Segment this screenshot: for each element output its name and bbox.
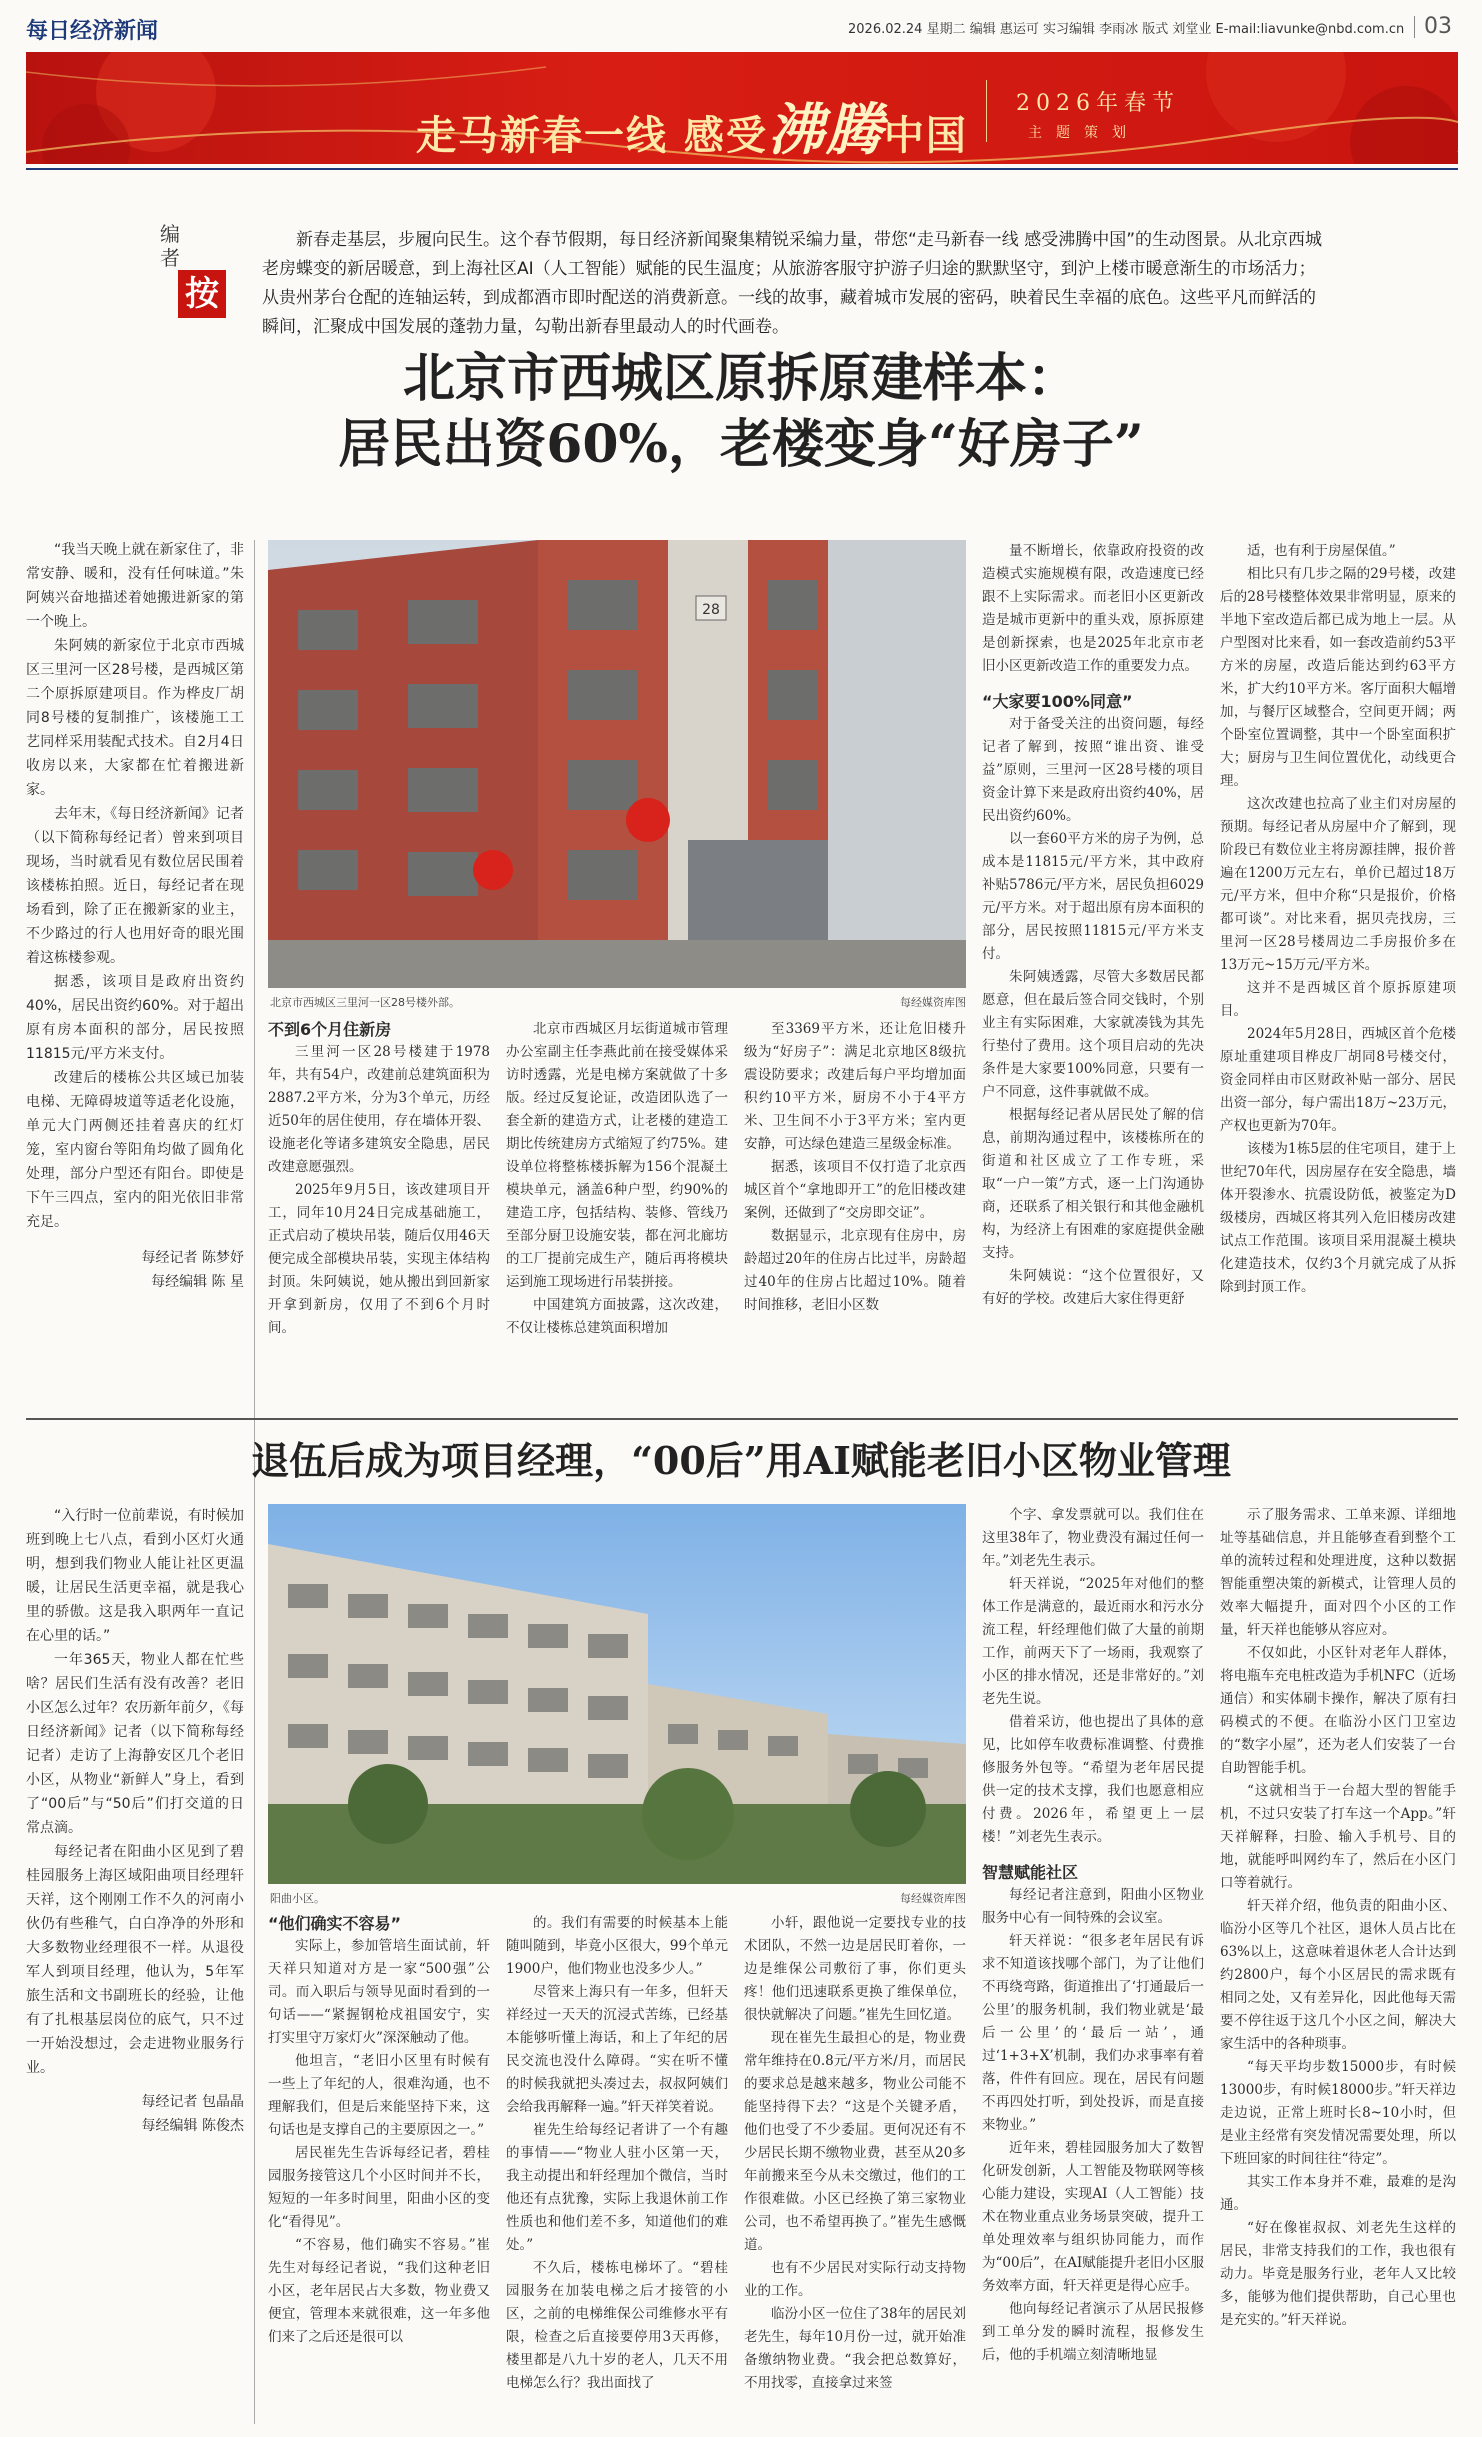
paragraph: 不仅如此，小区针对老年人群体，将电瓶车充电桩改造为手机NFC（近场通信）和实体刷卡操作，解决了原有扫码模式的不便。在临汾小区门卫室边的“数字小屋”，还为老人们安装了一台自助智能手机。: [1220, 1645, 1456, 1776]
article1-column-2: [268, 1018, 490, 1340]
paragraph: 适，也有利于房屋保值。”: [1247, 543, 1396, 559]
article1-subhead-2: “大家要100%同意”: [982, 692, 1133, 711]
paragraph: 北京市西城区月坛街道城市管理办公室副主任李燕此前在接受媒体采访时透露，光是电梯方案就做了十多版。经过反复论证，改造团队选了一套全新的建造方式，让老楼的建造工期比传统建房方式缩短了约75%。建设单位将整栋楼拆解为156个混凝土模块单元，涵盖6种户型，约90%的建造工序，包括结构、装修、管线乃至部分厨卫设施安装，都在河北廊坊的工厂提前完成生产，随后再将模块运到施工现场进行吊装拼接。: [506, 1021, 728, 1290]
paragraph: 轩天祥说：“很多老年居民有诉求不知道该找哪个部门，为了让他们不再绕弯路，街道推出了‘打通最后一公里’的服务机制，我们物业就是‘最后一公里’的‘最后一站’，通过‘1+3+X’机制，我们办求事率有着落，件件有回应。现在，居民有问题不再四处打听，到处投诉，而是直接来物业。”: [982, 1933, 1204, 2133]
article2-column-5: [982, 1504, 1204, 2367]
banner-subtitle: 2026年春节: [1016, 91, 1180, 116]
banner-subtitle2: 主题策划: [1028, 125, 1140, 141]
banner-title-left: 走马新春一线 感受: [416, 113, 768, 159]
article2-column-2: [268, 1912, 490, 2349]
article1-photo-credit: 每经媒资库图: [900, 996, 966, 1009]
paragraph: 的。我们有需要的时候基本上能随叫随到，毕竟小区很大，99个单元1900户，他们物业也没多少人。”: [506, 1915, 728, 1977]
article1-lead-column: [26, 538, 244, 1294]
article1-photo-caption: 北京市西城区三里河一区28号楼外部。: [270, 996, 460, 1009]
article1-column-5: [982, 540, 1204, 1311]
paragraph: 朱阿姨的新家位于北京市西城区三里河一区28号楼，是西城区第二个原拆原建项目。作为桦皮厂胡同8号楼的复制推广，该楼施工工艺同样采用装配式技术。自2月4日收房以来，大家都在忙着搬进新家。: [26, 638, 244, 798]
paragraph: 朱阿姨说：“这个位置很好，又有好的学校。改建后大家住得更舒: [982, 1268, 1204, 1307]
paragraph: 改建后的楼栋公共区域已加装电梯、无障碍坡道等适老化设施，单元大门两侧还挂着喜庆的红灯笼，室内窗台等阳角均做了圆角化处理，部分户型还有阳台。即使是下午三四点，室内的阳光依旧非常充足。: [26, 1070, 244, 1230]
paragraph: 崔先生给每经记者讲了一个有趣的事情——“物业人驻小区第一天，我主动提出和轩经理加个微信，当时他还有点犹豫，实际上我退休前工作性质也和他们差不多，知道他们的难处。”: [506, 2122, 728, 2253]
article2-photo-credit: 每经媒资库图: [900, 1892, 966, 1905]
byline-editor: 每经编辑 陈 星: [151, 1274, 244, 1290]
paragraph: 每经记者在阳曲小区见到了碧桂园服务上海区域阳曲项目经理轩天祥，这个刚刚工作不久的河南小伙仍有些稚气，白白净净的外形和大多数物业经理很不一样。从退役军人到项目经理，他认为，5年军旅生活和文书副班长的经验，让他有了扎根基层岗位的底气，只不过一开始没想过，会走进物业服务行业。: [26, 1844, 244, 2076]
theme-banner: [26, 52, 1458, 164]
article2-column-3: [506, 1912, 728, 2395]
paragraph: 轩天祥说，“2025年对他们的整体工作是满意的，最近雨水和污水分流工程，轩经理他们做了大量的前期工作，前两天下了一场雨，我观察了小区的排水情况，还是非常好的。”刘老先生说。: [982, 1576, 1204, 1707]
column-divider: [254, 1504, 255, 2424]
paragraph: 轩天祥介绍，他负责的阳曲小区、临汾小区等几个社区，退休人员占比在63%以上，这意味着退休老人合计达到约2800户，每个小区居民的需求既有相同之处，又有差异化，因此他每天需要不停往返于这几个小区之间，解决大家生活中的各种琐事。: [1220, 1898, 1456, 2052]
article2-column-4: [744, 1912, 966, 2395]
paragraph: 这次改建也拉高了业主们对房屋的预期。每经记者从房屋中介了解到，现阶段已有数位业主将房源挂牌，报价普遍在1200万元左右，单价已超过18万元/平方米，但中介称“只是报价，价格都可谈”。对比来看，据贝壳找房，三里河一区28号楼周边二手房报价多在13万元~15万元/平方米。: [1220, 796, 1456, 973]
article2-subhead-2: 智慧赋能社区: [982, 1863, 1079, 1882]
column-divider: [254, 540, 255, 1570]
residential-complex-illustration: [268, 1504, 966, 1884]
article-separator: [26, 1418, 1458, 1420]
paragraph: 个字、拿发票就可以。我们住在这里38年了，物业费没有漏过任何一年。”刘老先生表示。: [982, 1507, 1204, 1569]
paragraph: 也有不少居民对实际行动支持物业的工作。: [744, 2260, 966, 2299]
article2-photo: [268, 1504, 966, 1884]
paragraph: 去年末，《每日经济新闻》记者（以下简称每经记者）曾来到项目现场，当时就看见有数位居民围着该楼栋拍照。近日，每经记者在现场看到，除了正在搬新家的业主，不少路过的行人也用好奇的眼光围着这栋楼参观。: [26, 806, 244, 966]
paragraph: “入行时一位前辈说，有时候加班到晚上七八点，看到小区灯火通明，想到我们物业人能让社区更温暖，让居民生活更幸福，就是我心里的骄傲。这是我入职两年一直记在心里的话。”: [26, 1508, 244, 1644]
paragraph: 每经记者注意到，阳曲小区物业服务中心有一间特殊的会议室。: [982, 1887, 1204, 1926]
article1-headline-line2: 居民出资60%，老楼变身“好房子”: [338, 414, 1144, 475]
rule: [26, 168, 1458, 170]
banner-title: [416, 86, 968, 164]
paragraph: 该楼为1栋5层的住宅项目，建于上世纪70年代，因房屋存在安全隐患，墙体开裂渗水、抗震设防低，被鉴定为D级楼房，西城区将其列入危旧楼房改建试点工作范围。该项目采用混凝土模块化建造技术，仅约3个月就完成了从拆除到封顶工作。: [1220, 1141, 1456, 1295]
editor-note-text: 新春走基层，步履向民生。这个春节假期，每日经济新闻聚集精锐采编力量，带您“走马新春一线 感受沸腾中国”的生动图景。从北京西城老房蝶变的新居暖意，到上海社区AI（人工智能）赋能的民生温度；从旅游客服守护游子归途的默默坚守，到沪上楼市暖意渐生的市场活力；从贵州茅台仓配的连轴运转，到成都酒市即时配送的消费新意。一线的故事，藏着城市发展的密码，映着民生幸福的底色。这些平凡而鲜活的瞬间，汇聚成中国发展的蓬勃力量，勾勒出新春里最动人的时代画卷。: [262, 230, 1323, 337]
paragraph: 至3369平方米，还让危旧楼升级为“好房子”：满足北京地区8级抗震设防要求；改建后每户平均增加面积约10平方米，厨房不小于4平方米、卫生间不小于3平方米；室内更安静，可达绿色建造三星级金标准。: [744, 1021, 966, 1152]
article1-column-3: [506, 1018, 728, 1340]
paragraph: 2024年5月28日，西城区首个危楼原址重建项目桦皮厂胡同8号楼交付，资金同样由市区财政补贴一部分、居民出资一部分，每户需出18万~23万元，产权也更新为70年。: [1220, 1026, 1456, 1134]
divider: [1414, 16, 1415, 38]
banner-divider: [986, 80, 987, 142]
paragraph: 现在崔先生最担心的是，物业费常年维持在0.8元/平方米/月，而居民的要求总是越来越多，物业公司能不能坚持得下去？“这是个关键矛盾，他们也受了不少委屈。更何况还有不少居民长期不缴物业费，甚至从20多年前搬来至今从未交缴过，他们的工作很难做。小区已经换了第三家物业公司，也不希望再换了。”崔先生感慨道。: [744, 2030, 966, 2253]
editor-note-label-top: 编者: [160, 222, 180, 270]
paragraph: 示了服务需求、工单来源、详细地址等基础信息，并且能够查看到整个工单的流转过程和处理进度，这种以数据智能重塑决策的新模式，让管理人员的效率大幅提升，面对四个小区的工作量，轩天祥也能够从容应对。: [1220, 1507, 1456, 1638]
paragraph: 其实工作本身并不难，最难的是沟通。: [1220, 2174, 1456, 2213]
paragraph: 居民崔先生告诉每经记者，碧桂园服务接管这几个小区时间并不长，短短的一年多时间里，阳曲小区的变化“看得见”。: [268, 2145, 490, 2230]
article1-headline-line1: 北京市西城区原拆原建样本：: [402, 348, 1079, 409]
article2-photo-caption: 阳曲小区。: [270, 1892, 325, 1905]
paragraph: 朱阿姨透露，尽管大多数居民都愿意，但在最后签合同交钱时，个别业主有实际困难，大家就凑钱为其先行垫付了费用。这个项目启动的先决条件是大家要100%同意，只要有一户不同意，这件事就做不成。: [982, 969, 1204, 1100]
paragraph: 对于备受关注的出资问题，每经记者了解到，按照“谁出资、谁受益”原则，三里河一区28号楼的项目资金计算下来是政府出资约40%，居民出资约60%。: [982, 716, 1204, 824]
paragraph: 以一套60平方米的房子为例，总成本是11815元/平方米，其中政府补贴5786元/平方米，居民负担6029元/平方米。对于超出原有房本面积的部分，居民按照11815元/平方米支付。: [982, 831, 1204, 962]
article1-subhead-1: 不到6个月住新房: [268, 1020, 392, 1039]
article2-subhead-1: “他们确实不容易”: [268, 1914, 402, 1933]
article1-column-4: [744, 1018, 966, 1317]
paragraph: 他坦言，“老旧小区里有时候有一些上了年纪的人，很难沟通，也不理解我们，但是后来能坚持下来，这句话也是支撑自己的主要原因之一。”: [268, 2053, 490, 2138]
paragraph: 相比只有几步之隔的29号楼，改建后的28号楼整体效果非常明显，原来的半地下室改造后都已成为地上一层。从户型图对比来看，如一套改造前约53平方米的房屋，改造后能达到约63平方米，扩大约10平方米。客厅面积大幅增加，与餐厅区域整合，空间更开阔；两个卧室位置调整，其中一个卧室面积扩大；厨房与卫生间位置优化，动线更合理。: [1220, 566, 1456, 789]
paragraph: 根据每经记者从居民处了解的信息，前期沟通过程中，该楼栋所在的街道和社区成立了工作专班，采取“一户一策”方式，逐一上门沟通协商，还联系了相关银行和其他金融机构，为经济上有困难的家庭提供金融支持。: [982, 1107, 1204, 1261]
paragraph: “这就相当于一台超大型的智能手机，不过只安装了打车这一个App。”轩天祥解释，扫脸、输入手机号、目的地，就能呼叫网约车了，然后在小区门口等着就行。: [1220, 1783, 1456, 1891]
paragraph: 三里河一区28号楼建于1978年，共有54户，改建前总建筑面积为2887.2平方米，分为3个单元，历经近50年的居住使用，存在墙体开裂、设施老化等诸多建筑安全隐患，居民改建意愿强烈。: [268, 1044, 490, 1175]
building-number: 28: [702, 602, 720, 618]
building-illustration: [268, 540, 966, 988]
paragraph: 数据显示，北京现有住房中，房龄超过20年的住房占比过半，房龄超过40年的住房占比超过10%。随着时间推移，老旧小区数: [744, 1228, 966, 1313]
paragraph: 实际上，参加管培生面试前，轩天祥只知道对方是一家“500强”公司。而入职后与领导见面时看到的一句话——“紧握钢枪戍祖国安宁，实打实里守万家灯火”深深触动了他。: [268, 1938, 490, 2046]
paragraph: 尽管来上海只有一年多，但轩天祥经过一天天的沉浸式苦练，已经基本能够听懂上海话，和上了年纪的居民交流也没什么障碍。“实在听不懂的时候我就把头凑过去，叔叔阿姨们会给我再解释一遍。”轩天祥笑着说。: [506, 1984, 728, 2115]
paragraph: 借着采访，他也提出了具体的意见，比如停车收费标准调整、付费推修服务外包等。“希望为老年居民提供一定的技术支撑，我们也愿意相应付费。2026年，希望更上一层楼！”刘老先生表示。: [982, 1714, 1204, 1845]
paragraph: 中国建筑方面披露，这次改建，不仅让楼栋总建筑面积增加: [506, 1297, 728, 1336]
paragraph: “每天平均步数15000步，有时候13000步，有时候18000步。”轩天祥边走边说，正常上班时长8~10小时，但是业主经常有突发情况需要处理，所以下班回家的时间往往“待定”。: [1220, 2059, 1456, 2167]
article2-headline: 退伍后成为项目经理，“00后”用AI赋能老旧小区物业管理: [251, 1438, 1231, 1483]
byline-reporter: 每经记者 包晶晶: [141, 2094, 244, 2110]
paragraph: 临汾小区一位住了38年的居民刘老先生，每年10月份一过，就开始准备缴纳物业费。“我会把总数算好，不用找零，直接拿过来签: [744, 2306, 966, 2391]
paragraph: 一年365天，物业人都在忙些啥？居民们生活有没有改善？老旧小区怎么过年？农历新年前夕，《每日经济新闻》记者（以下简称每经记者）走访了上海静安区几个老旧小区，从物业“新鲜人”身上，看到了“00后”与“50后”们打交道的日常点滴。: [26, 1652, 244, 1836]
banner-title-highlight: 沸腾: [767, 98, 884, 163]
article2-column-6: [1220, 1504, 1456, 2332]
editor-note-label: [160, 222, 190, 270]
paragraph: 量不断增长，依靠政府投资的改造模式实施规模有限，改造速度已经跟不上实际需求。而老旧小区更新改造是城市更新中的重头戏，原拆原建是创新探索，也是2025年北京市老旧小区更新改造工作的重要发力点。: [982, 543, 1204, 674]
paper-name: 每日经济新闻: [26, 19, 159, 44]
paragraph: “我当天晚上就在新家住了，非常安静、暖和，没有任何味道。”朱阿姨兴奋地描述着她搬进新家的第一个晚上。: [26, 542, 244, 630]
paragraph: 不久后，楼栋电梯坏了。“碧桂园服务在加装电梯之后才接管的小区，之前的电梯维保公司维修水平有限，检查之后直接要停用3天再修，楼里都是八九十岁的老人，几天不用电梯怎么行？我出面找了: [506, 2260, 728, 2391]
article1-column-6: [1220, 540, 1456, 1299]
paragraph: 小轩，跟他说一定要找专业的技术团队，不然一边是居民盯着你，一边是维保公司敷衍了事，你们更头疼！他们迅速联系更换了维保单位，很快就解决了问题。”崔先生回忆道。: [744, 1915, 966, 2023]
banner-title-right: 中国: [883, 113, 968, 159]
paragraph: “不容易，他们确实不容易。”崔先生对每经记者说，“我们这种老旧小区，老年居民占大多数，物业费又便宜，管理本来就很难，这一年多他们来了之后还是很可以: [268, 2237, 490, 2345]
paragraph: 近年来，碧桂园服务加大了数智化研发创新，人工智能及物联网等核心能力建设，实现AI（人工智能）技术在物业重点业务场景突破，提升工单处理效率与组织协同能力，而作为“00后”，在AI赋能提升老旧小区服务效率方面，轩天祥更是得心应手。: [982, 2140, 1204, 2294]
paragraph: 这并不是西城区首个原拆原建项目。: [1220, 980, 1456, 1019]
article2-lead-column: [26, 1504, 244, 2138]
issue-meta: 2026.02.24 星期二 编辑 惠运可 实习编辑 李雨冰 版式 刘堂业 E-mail:liavunke@nbd.com.cn: [848, 22, 1405, 37]
article1-headline: [150, 346, 1332, 478]
paragraph: 2025年9月5日，该改建项目开工，同年10月24日完成基础施工，正式启动了模块吊装，随后仅用46天便完成全部模块吊装，实现主体结构封顶。朱阿姨说，她从搬出到回新家开拿到新房，仅用了不到6个月时间。: [268, 1182, 490, 1336]
paragraph: 他向每经记者演示了从居民报修到工单分发的瞬时流程，报修发生后，他的手机端立刻清晰地显: [982, 2301, 1204, 2363]
paragraph: 据悉，该项目是政府出资约40%，居民出资约60%。对于超出原有房本面积的部分，居民按照11815元/平方米支付。: [26, 974, 244, 1062]
paragraph: 据悉，该项目不仅打造了北京西城区首个“拿地即开工”的危旧楼改建案例，还做到了“交房即交证”。: [744, 1159, 966, 1221]
article1-photo: [268, 540, 966, 988]
page-number: 03: [1424, 14, 1452, 39]
byline-editor: 每经编辑 陈俊杰: [141, 2118, 244, 2134]
editor-note-badge: 按: [178, 270, 226, 318]
paragraph: “好在像崔叔叔、刘老先生这样的居民，非常支持我们的工作，我也很有动力。毕竟是服务行业，老年人又比较多，能够为他们提供帮助，自己心里也是充实的。”轩天祥说。: [1220, 2220, 1456, 2328]
byline-reporter: 每经记者 陈梦妤: [141, 1250, 244, 1266]
